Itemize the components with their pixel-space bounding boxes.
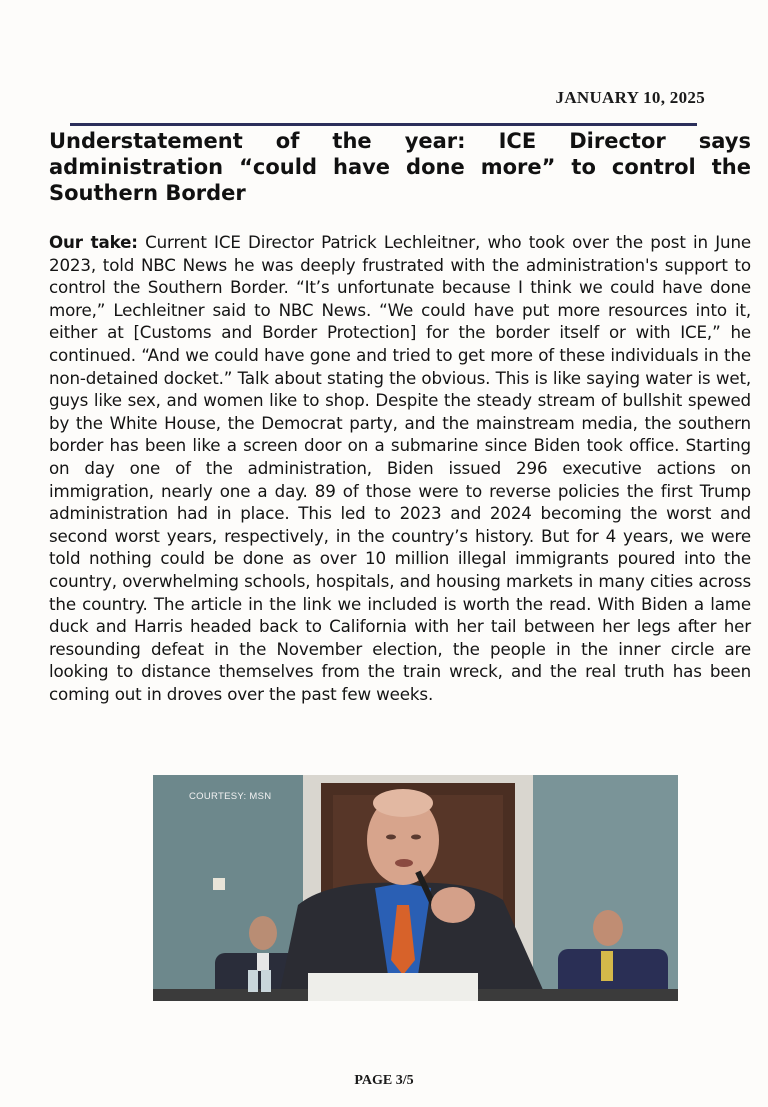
article-date: JANUARY 10, 2025 [555, 88, 705, 107]
photo-credit: COURTESY: MSN [189, 791, 272, 802]
article-headline: Understatement of the year: ICE Director says administration “could have done more” to control the Southern Border [49, 129, 751, 205]
header-divider [70, 123, 697, 126]
article-text: Current ICE Director Patrick Lechleitner, who took over the post in June 2023, told NBC News he was deeply frustrated with the administration's support to control the Southern Border. “It’s unfortunate because I think we could have done more,” Lechleitner said to NBC News. “We could have put more resources into it, either at [Customs and Border Protection] for the border itself or with ICE,” he continued. “And we could have gone and tried to get more of these individuals in the non-detained docket.” Talk about stating the obvious. This is like saying water is wet, guys like sex, and women like to shop. Despite the steady stream of bullshit spewed by the White House, the Democrat party, and the mainstream media, the southern border has been like a screen door on a submarine since Biden took office. Starting on day one of the administration, Biden issued 296 executive actions on immigration, nearly one a day. 89 of those were to reverse policies the first Trump administration had in place. This led to 2023 and 2024 becoming the worst and second worst years, respectively, in the country’s history. But for 4 years, we were told nothing could be done as over 10 million illegal immigrants poured into the country, overwhelming schools, hospitals, and housing markets in many cities across the country. The article in the link we included is worth the read. With Biden a lame duck and Harris headed back to California with her tail between her legs after her resounding defeat in the November election, the people in the inner circle are looking to distance themselves from the train wreck, and the real truth has been coming out in droves over the past few weeks. [49, 232, 751, 704]
page-number: PAGE 3/5 [354, 1073, 414, 1088]
hearing-photo-illustration [153, 775, 678, 1001]
lead-label: Our take: [49, 232, 138, 252]
article-body [49, 231, 751, 705]
article-photo [153, 775, 678, 1001]
